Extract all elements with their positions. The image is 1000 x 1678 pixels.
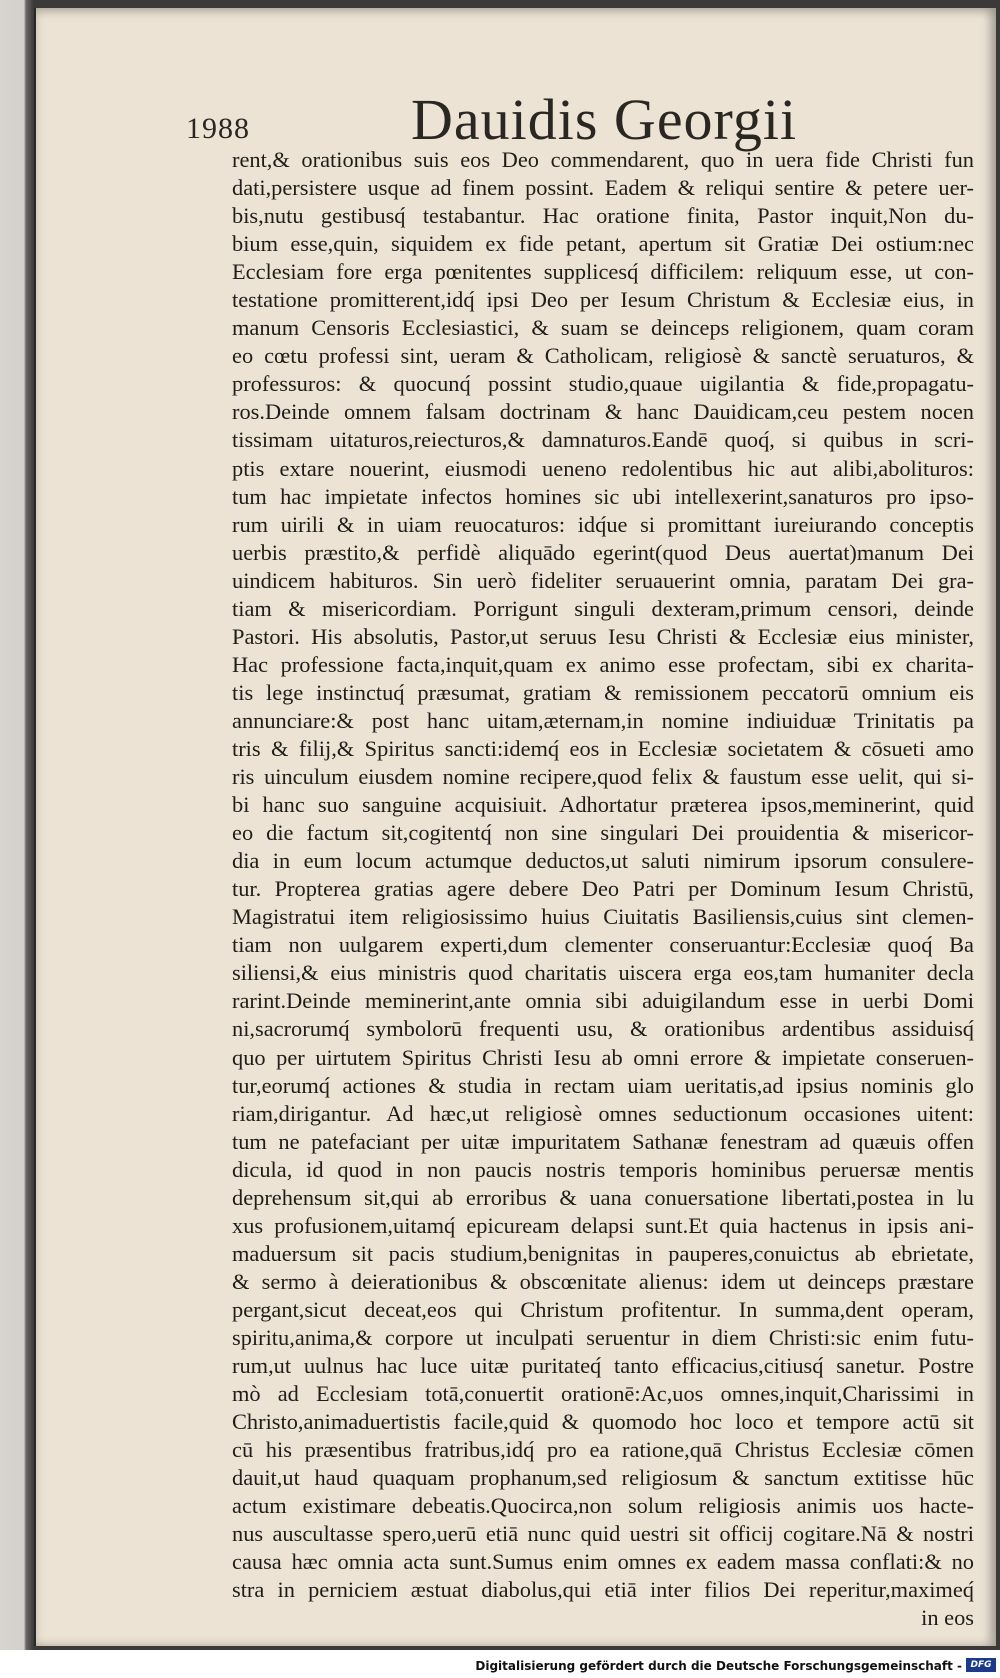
text-line: ni,sacrorumq́ symbolorū frequenti usu, & orationibus ardentibus assiduisq́ — [232, 1016, 974, 1042]
text-line: dati,persistere usque ad finem possint. Eadem & reliqui sentire & petere uer- — [232, 175, 974, 201]
text-line: uindicem habituros. Sin uerò fideliter seruauerint omnia, paratam Dei gra- — [232, 567, 974, 593]
text-line: dicula, id quod in non paucis nostris temporis hominibus peruersæ mentis — [232, 1156, 974, 1182]
text-line: eo cœtu professi sint, ueram & Catholicam, religiosè & sanctè seruaturos, & — [232, 343, 974, 369]
text-line: tris & filij,& Spiritus sancti:idemq́ eos in Ecclesiæ societatem & cōsueti amo — [232, 735, 974, 761]
text-line: Magistratui item religiosissimo huius Ciuitatis Basiliensis,cuius sint clemen- — [232, 904, 974, 930]
text-line: dauit,ut haud quaquam prophanum,sed religiosum & sanctum extitisse hūc — [232, 1465, 974, 1491]
text-line: siliensi,& eius ministris quod charitatis uiscera erga eos,tam humaniter decla — [232, 960, 974, 986]
text-line: tur,eorumq́ actiones & studia in rectam uiam ueritatis,ad ipsius nominis glo — [232, 1072, 974, 1098]
text-line: deprehensum sit,qui ab erroribus & uana conuersatione libertati,postea in lu — [232, 1184, 974, 1210]
text-line: tum ne patefaciant per uitæ impuritatem Sathanæ fenestram ad quæuis offen — [232, 1128, 974, 1154]
funding-credit: Digitalisierung gefördert durch die Deutsche Forschungsgemeinschaft - — [475, 1659, 962, 1673]
text-line: causa hæc omnia acta sunt.Sumus enim omnes ex eadem massa conflati:& no — [232, 1549, 974, 1575]
text-line: annunciare:& post hanc uitam,æternam,in nomine indiuiduæ Trinitatis pa — [232, 707, 974, 733]
text-line: dia in eum locum actumque deductos,ut saluti nimirum ipsorum consulere- — [232, 848, 974, 874]
text-line: Ecclesiam fore erga pœnitentes supplicesq́ difficilem: reliquum esse, ut con- — [232, 259, 974, 285]
page-number: 1988 — [186, 112, 250, 145]
footer-bar — [0, 1650, 1000, 1678]
text-line: bi hanc suo sanguine acquisiuit. Adhortatur præterea ipsos,meminerint, quid — [232, 792, 974, 818]
text-line: rent,& orationibus suis eos Deo commendarent, quo in uera fide Christi fun — [232, 147, 974, 172]
text-line: pergant,sicut deceat,eos qui Christum profitentur. In summa,dent operam, — [232, 1296, 974, 1322]
text-line: ptis extare nouerint, eiusmodi ueneno redolentibus hic aut alibi,abolituros: — [232, 455, 974, 481]
text-line: bis,nutu gestibusq́ testabantur. Hac oratione finita, Pastor inquit,Non du- — [232, 203, 974, 229]
text-line: ris uinculum eiusdem nomine recipere,quod felix & faustum esse uelit, qui si- — [232, 764, 974, 790]
text-line: maduersum sit pacis studium,benignitas in pauperes,conuictus ab ebrietate, — [232, 1240, 974, 1266]
text-line: Pastori. His absolutis, Pastor,ut seruus Iesu Christi & Ecclesiæ eius minister, — [232, 623, 974, 649]
text-line: ros.Deinde omnem falsam doctrinam & hanc Dauidicam,ceu pestem nocen — [232, 399, 974, 425]
text-line: cū his præsentibus fratribus,idq́ pro ea ratione,quā Christus Ecclesiæ cōmen — [232, 1437, 974, 1463]
running-head: Dauidis Georgii — [411, 87, 798, 152]
text-line: xus profusionem,uitamq́ epicuream delapsi sunt.Et quia hactenus in ipsis ani- — [232, 1212, 974, 1238]
text-line: rum uirili & in uiam reuocaturos: idq́ue si promittant iureiurando conceptis — [232, 511, 974, 537]
text-line: nus auscultasse spero,uerū etiā nunc quid uestri sit officij cogitare.Nā & nostri — [232, 1521, 974, 1547]
body-text — [232, 146, 974, 1632]
text-line: & sermo à deierationibus & obscœnitate alienus: idem ut deinceps præstare — [232, 1268, 974, 1294]
text-line: tis lege instinctuq́ præsumat, gratiam & remissionem peccatorū omnium eis — [232, 679, 974, 705]
text-line: tiam non uulgarem experti,dum clementer conseruantur:Ecclesiæ quoq́ Ba — [232, 932, 974, 958]
text-line: tiam & misericordiam. Porrigunt singuli dexteram,primum censori, deinde — [232, 595, 974, 621]
text-line: uerbis præstito,& perfidè aliquādo egerint(quod Deus auertat)manum Dei — [232, 539, 974, 565]
text-line: rarint.Deinde meminerint,ante omnia sibi aduigilandum esse in uerbi Domi — [232, 988, 974, 1014]
text-line: Hac professione facta,inquit,quam ex animo esse profectam, sibi ex charita- — [232, 651, 974, 677]
text-line: professuros: & quocunq́ possint studio,quaue uigilantia & fide,propagatu- — [232, 371, 974, 397]
text-line: spiritu,anima,& corpore ut inculpati seruentur in diem Christi:sic enim futu- — [232, 1324, 974, 1350]
text-line: tissimam uitaturos,reiecturos,& damnaturos.Eandē quoq́, si quibus in scri- — [232, 427, 974, 453]
text-line: testatione promitterent,idq́ ipsi Deo per Iesum Christum & Ecclesiæ eius, in — [232, 287, 974, 313]
text-line: tum hac impietate infectos homines sic ubi intellexerint,sanaturos pro ipso- — [232, 483, 974, 509]
text-line: Christo,animaduertistis facile,quid & quomodo hoc loco et tempore actū sit — [232, 1409, 974, 1435]
book-edge — [0, 0, 34, 1650]
text-line: bium esse,quin, siquidem ex fide petant, apertum sit Gratiæ Dei ostium:nec — [232, 231, 974, 257]
catchword: in eos — [921, 1605, 974, 1631]
text-line: riam,dirigantur. Ad hæc,ut religiosè omnes seductionum occasiones uitent: — [232, 1100, 974, 1126]
dfg-logo-icon: DFG — [966, 1658, 996, 1672]
text-line: stra in perniciem æstuat diabolus,qui etiā inter filios Dei reperitur,maximeq́ — [232, 1577, 974, 1603]
text-line: mò ad Ecclesiam totā,conuertit orationē:Ac,uos omnes,inquit,Charissimi in — [232, 1381, 974, 1407]
text-line: manum Censoris Ecclesiastici, & suam se deinceps religionem, quam coram — [232, 315, 974, 341]
text-line: actum existimare debeatis.Quocirca,non solum religiosis animis uos hacte- — [232, 1493, 974, 1519]
text-line: tur. Propterea gratias agere debere Deo Patri per Dominum Iesum Christū, — [232, 876, 974, 902]
text-line: eo die factum sit,cogitentq́ non sine singulari Dei prouidentia & misericor- — [232, 820, 974, 846]
text-line: rum,ut uulnus hac luce uitæ puritateq́ tanto efficacius,citiusq́ sanetur. Postre — [232, 1353, 974, 1379]
text-line: quo per uirtutem Spiritus Christi Iesu ab omni errore & impietate conseruen- — [232, 1044, 974, 1070]
